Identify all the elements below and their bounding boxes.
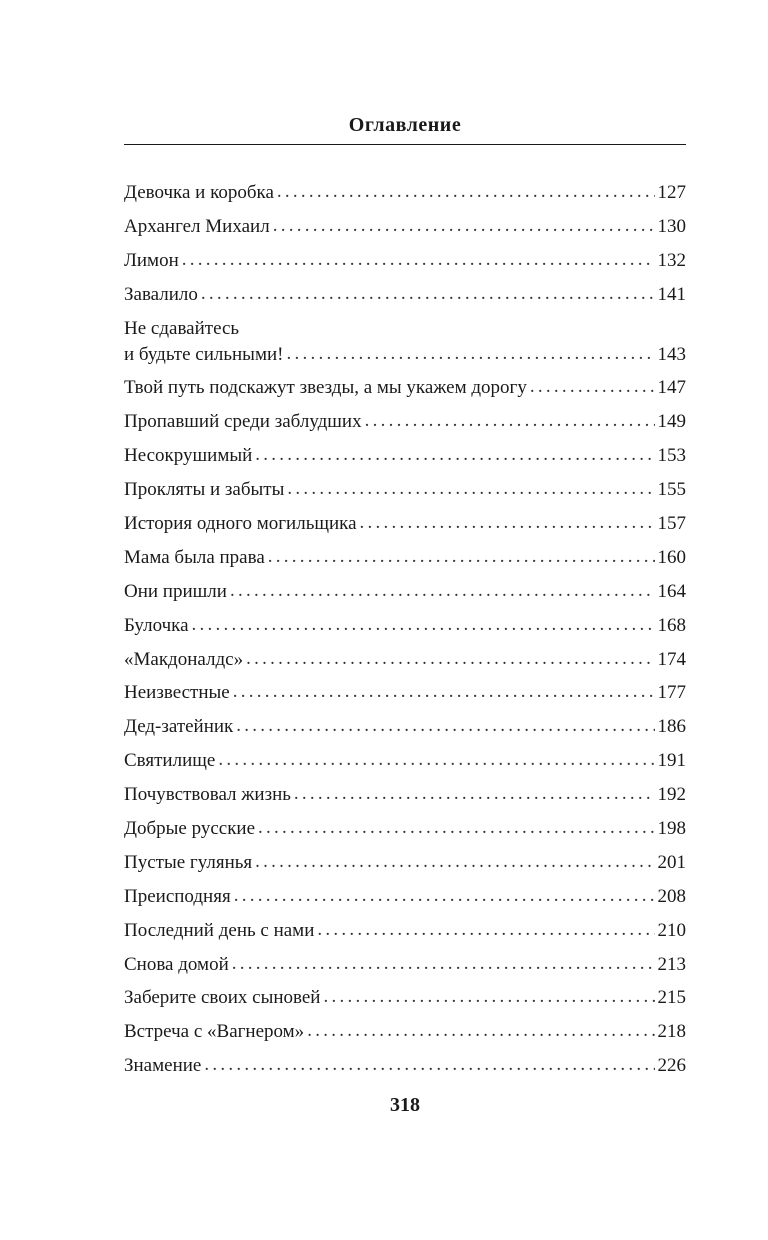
toc-entry-page-number: 147 [657,377,686,399]
toc-entry [124,978,686,1012]
dot-leader [294,781,655,807]
toc-entry [124,706,686,740]
toc-entry-page-number: 177 [657,682,686,704]
toc-entry-page-number: 213 [657,953,686,975]
toc-entry [124,274,686,308]
toc-entry-title: История одного могильщика [124,513,357,535]
page-number: 318 [390,1094,420,1116]
toc-entry-title: Преисподняя [124,885,231,907]
toc-entry-title: Почувствовал жизнь [124,784,291,806]
toc-entry [124,774,686,808]
toc-entry-title: Пропавший среди заблудших [124,411,362,433]
toc-entry-page-number: 210 [657,919,686,941]
toc-entry [124,1045,686,1079]
dot-leader [323,984,654,1010]
toc-entry-title: Снова домой [124,953,229,975]
toc-entry-page-number: 174 [657,648,686,670]
dot-leader [258,815,654,841]
dot-leader [234,883,655,909]
table-of-contents [124,172,686,1079]
toc-entry-title: Прокляты и забыты [124,479,285,501]
toc-entry-row [124,342,686,368]
toc-entry-page-number: 191 [657,750,686,772]
toc-entry-page-number: 164 [657,580,686,602]
toc-entry-page-number: 226 [657,1055,686,1077]
toc-entry-page-number: 153 [657,445,686,467]
dot-leader [218,747,654,773]
dot-leader [287,476,654,502]
dot-leader [233,679,655,705]
toc-entry-page-number: 155 [657,479,686,501]
toc-entry-title: Неизвестные [124,682,230,704]
toc-entry [124,571,686,605]
dot-leader [192,612,655,638]
dot-leader [307,1018,654,1044]
toc-entry [124,876,686,910]
toc-entry-title: Последний день с нами [124,919,315,941]
toc-entry-title: и будьте сильными! [124,343,284,365]
dot-leader [530,374,655,400]
toc-entry [124,308,686,368]
dot-leader [255,849,654,875]
toc-entry-page-number: 168 [657,614,686,636]
toc-entry-page-number: 208 [657,885,686,907]
toc-entry [124,808,686,842]
dot-leader [182,247,655,273]
toc-entry [124,401,686,435]
dot-leader [246,646,654,672]
toc-entry-page-number: 149 [657,411,686,433]
dot-leader [230,578,655,604]
toc-entry-title: Архангел Михаил [124,215,270,237]
toc-entry-title: Дед-затейник [124,716,234,738]
toc-entry [124,673,686,707]
toc-entry [124,1011,686,1045]
toc-entry-title: «Макдоналдс» [124,648,244,670]
toc-entry-title: Они пришли [124,580,227,602]
toc-entry-page-number: 157 [657,513,686,535]
toc-entry [124,910,686,944]
toc-entry-title: Мама была права [124,546,265,568]
toc-entry [124,740,686,774]
dot-leader [268,544,655,570]
page-title: Оглавление [348,114,462,136]
toc-entry-page-number: 127 [657,181,686,203]
dot-leader [236,713,654,739]
toc-entry [124,469,686,503]
toc-entry-page-number: 218 [657,1021,686,1043]
header-divider [124,144,686,145]
toc-entry-page-number: 132 [657,249,686,271]
toc-entry-title: Заберите своих сыновей [124,987,321,1009]
dot-leader [360,510,655,536]
dot-leader [317,917,654,943]
toc-entry [124,944,686,978]
toc-entry [124,172,686,206]
dot-leader [201,281,655,307]
toc-entry-page-number: 198 [657,818,686,840]
toc-entry-page-number: 160 [657,546,686,568]
toc-entry-page-number: 215 [657,987,686,1009]
toc-entry [124,503,686,537]
toc-entry-page-number: 201 [657,851,686,873]
toc-entry [124,206,686,240]
toc-entry-title: Добрые русские [124,818,256,840]
toc-entry-page-number: 192 [657,784,686,806]
dot-leader [204,1052,654,1078]
dot-leader [277,179,655,205]
toc-entry-title: Лимон [124,249,179,271]
toc-entry-page-number: 141 [657,283,686,305]
toc-entry [124,605,686,639]
toc-entry-page-number: 186 [657,716,686,738]
toc-entry-title: Завалило [124,283,198,305]
toc-entry-title: Булочка [124,614,189,636]
dot-leader [286,341,654,367]
toc-entry-title-line1: Не сдавайтесь [124,317,240,339]
toc-entry-title: Встреча с «Вагнером» [124,1021,305,1043]
toc-entry-title: Знамение [124,1055,202,1077]
toc-entry [124,537,686,571]
toc-entry-title: Святилище [124,750,216,772]
toc-entry-page-number: 130 [657,215,686,237]
toc-entry [124,639,686,673]
toc-entry-title: Девочка и коробка [124,181,274,203]
dot-leader [232,951,655,977]
toc-entry-page-number: 143 [657,343,686,365]
toc-entry [124,368,686,402]
toc-entry-title: Несокрушимый [124,445,253,467]
toc-entry [124,842,686,876]
toc-entry [124,240,686,274]
dot-leader [273,213,655,239]
toc-entry-title: Пустые гулянья [124,851,253,873]
dot-leader [365,408,655,434]
dot-leader [255,442,654,468]
toc-entry-title: Твой путь подскажут звезды, а мы укажем дорогу [124,377,527,399]
toc-entry [124,435,686,469]
